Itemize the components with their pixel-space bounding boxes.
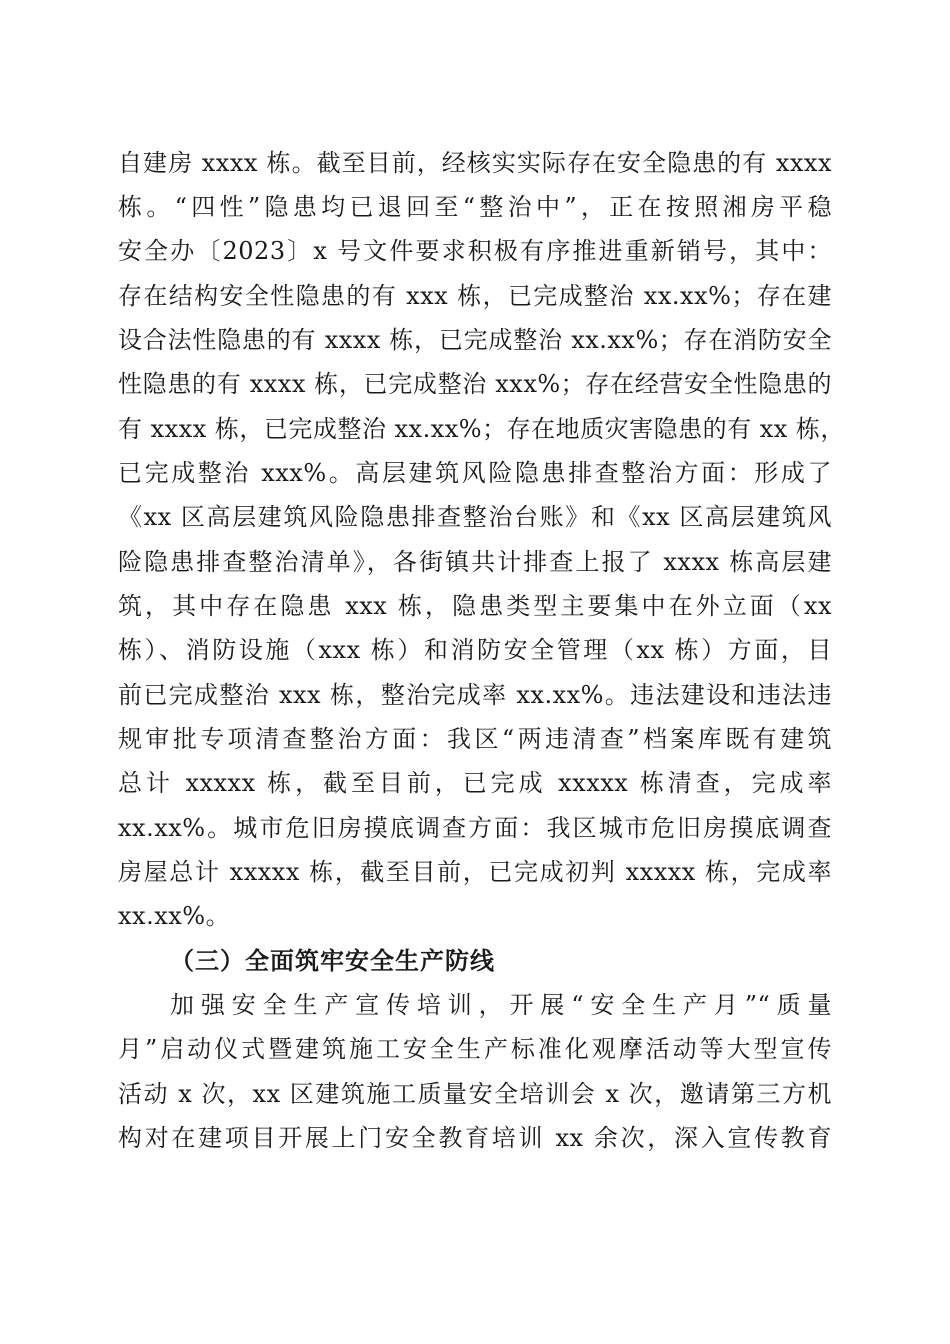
paragraph-line: 自建房 xxxx 栋。截至目前，经核实实际存在安全隐患的有 xxxx — [118, 149, 832, 177]
paragraph-line: 险隐患排查整治清单》，各街镇共计排查上报了 xxxx 栋高层建 — [118, 548, 832, 576]
paragraph-line: 构对在建项目开展上门安全教育培训 xx 余次，深入宣传教育 — [118, 1124, 832, 1152]
paragraph-line: 已完成整治 xxx%。高层建筑风险隐患排查整治方面：形成了 — [118, 459, 832, 487]
paragraph-line: 加强安全生产宣传培训，开展“安全生产月”“质量 — [170, 991, 832, 1019]
paragraph-line: 月”启动仪式暨建筑施工安全生产标准化观摩活动等大型宣传 — [118, 1035, 832, 1063]
paragraph-line: xx.xx%。 — [118, 902, 231, 930]
section-heading: （三）全面筑牢安全生产防线 — [170, 946, 495, 975]
paragraph-line: 设合法性隐患的有 xxxx 栋，已完成整治 xx.xx%；存在消防安全 — [118, 326, 832, 354]
paragraph-line: 栋。“四性”隐患均已退回至“整治中”，正在按照湘房平稳 — [118, 193, 832, 221]
paragraph-line: 房屋总计 xxxxx 栋，截至目前，已完成初判 xxxxx 栋，完成率 — [118, 858, 832, 886]
paragraph-line: 栋）、消防设施（xxx 栋）和消防安全管理（xx 栋）方面，目 — [118, 636, 832, 664]
paragraph-line: 性隐患的有 xxxx 栋，已完成整治 xxx%；存在经营安全性隐患的 — [118, 370, 832, 398]
paragraph-line: 《xx 区高层建筑风险隐患排查整治台账》和《xx 区高层建筑风 — [118, 503, 832, 531]
paragraph-line: xx.xx%。城市危旧房摸底调查方面：我区城市危旧房摸底调查 — [118, 814, 832, 842]
paragraph-line: 前已完成整治 xxx 栋，整治完成率 xx.xx%。违法建设和违法违 — [118, 681, 832, 709]
paragraph-line: 筑，其中存在隐患 xxx 栋，隐患类型主要集中在外立面（xx — [118, 592, 832, 620]
paragraph-line: 存在结构安全性隐患的有 xxx 栋，已完成整治 xx.xx%；存在建 — [118, 282, 832, 310]
paragraph-line: 总计 xxxxx 栋，截至目前，已完成 xxxxx 栋清查，完成率 — [118, 769, 832, 797]
paragraph-line: 活动 x 次，xx 区建筑施工质量安全培训会 x 次，邀请第三方机 — [118, 1080, 832, 1108]
paragraph-line: 安全办〔2023〕x 号文件要求积极有序推进重新销号，其中： — [118, 237, 832, 265]
paragraph-line: 规审批专项清查整治方面：我区“两违清查”档案库既有建筑 — [118, 725, 832, 753]
paragraph-line: 有 xxxx 栋，已完成整治 xx.xx%；存在地质灾害隐患的有 xx 栋， — [118, 415, 845, 443]
